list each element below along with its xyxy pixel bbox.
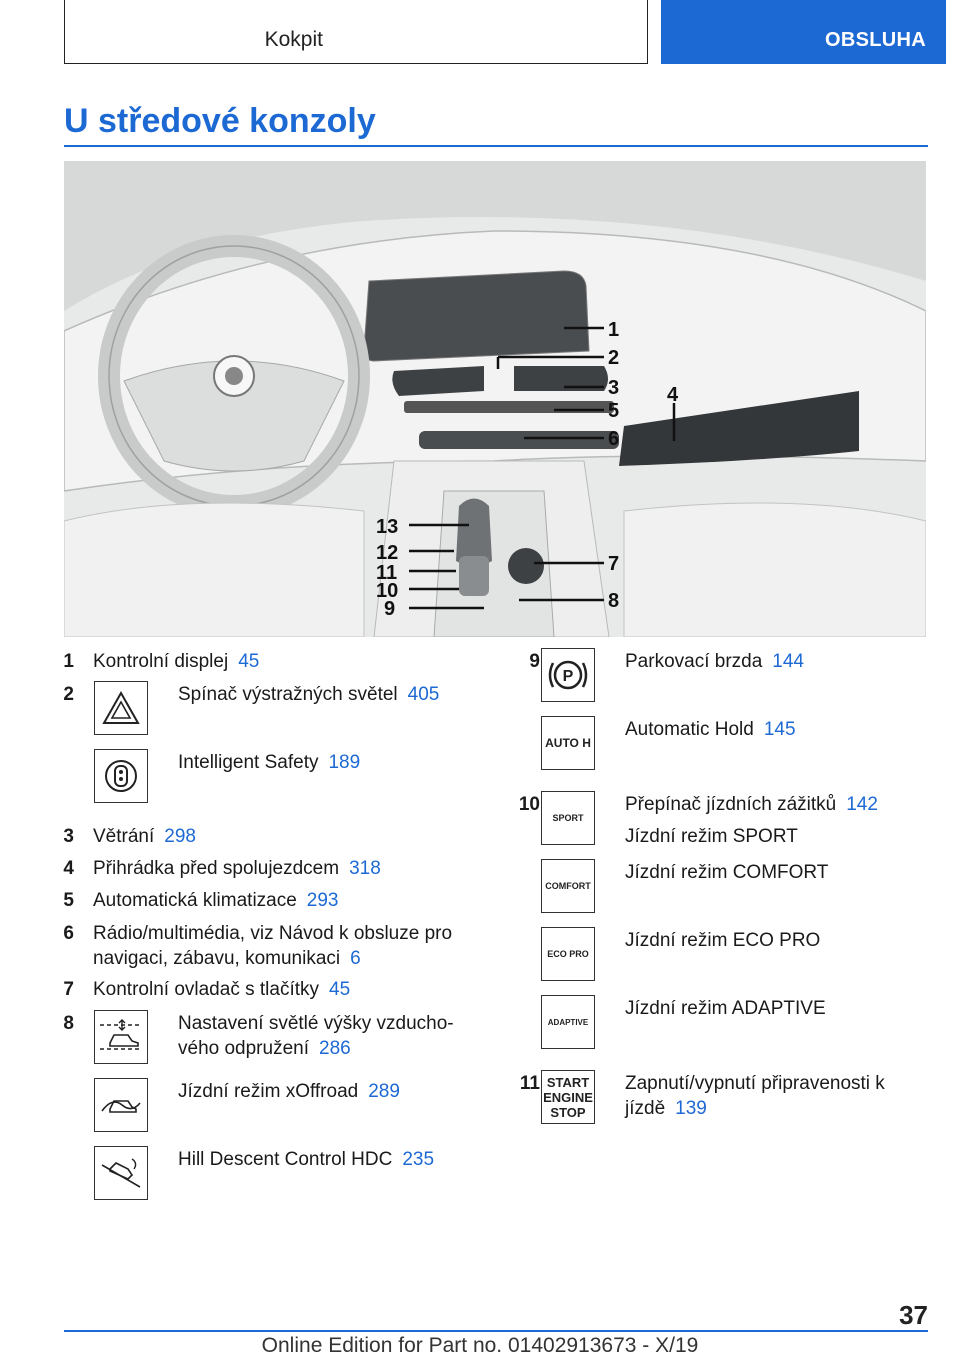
sport-mode-icon (541, 791, 595, 845)
legend-item (510, 859, 930, 919)
legend-item (510, 1070, 930, 1130)
item-text: Intelligent Safety (178, 752, 319, 773)
legend-item (64, 749, 464, 809)
footer-edition: Online Edition for Part no. 01402913673 - X/19 (261, 1334, 699, 1357)
header-chapter-label: OBSLUHA (825, 29, 926, 51)
page-ref-link[interactable]: 45 (329, 979, 351, 1000)
callout-4: 4 (667, 384, 679, 406)
title-divider (64, 145, 928, 147)
adaptive-label: ADAPTIVE (547, 1017, 589, 1027)
parking-brake-icon (541, 648, 595, 702)
item-text-line1: Zapnutí/vypnutí připravenosti k (625, 1073, 885, 1094)
item-number: 8 (63, 1013, 74, 1034)
item-text-line2: jízdě (625, 1098, 666, 1119)
page-ref-link[interactable]: 45 (238, 651, 260, 672)
item-text: Kontrolní ovladač s tlačítky (93, 979, 319, 1000)
header-section-box (64, 0, 648, 64)
item-text: Hill Descent Control HDC (178, 1149, 393, 1170)
item-text-line1: Rádio/multimédia, viz Návod k obsluze pro (93, 923, 453, 944)
hazard-triangle-icon (94, 681, 148, 735)
comfort-label: COMFORT (545, 880, 591, 891)
item-number: 5 (63, 890, 74, 911)
legend-item (510, 648, 930, 708)
cockpit-illustration (64, 161, 926, 637)
item-number: 9 (529, 651, 540, 672)
callout-10: 10 (376, 580, 399, 602)
footer-divider (64, 1330, 928, 1332)
item-text: Přepínač jízdních zážitků (625, 794, 837, 815)
legend-item (64, 976, 464, 1003)
auto-hold-label: AUTO H (545, 735, 591, 750)
legend-item (64, 920, 464, 976)
item-text: Kontrolní displej (93, 651, 229, 672)
sport-label: SPORT (552, 812, 584, 823)
item-text-line2: vého odpružení (178, 1038, 309, 1059)
legend-item (64, 681, 464, 741)
page-ref-link[interactable]: 298 (164, 826, 196, 847)
item-number: 2 (63, 684, 74, 705)
item-text-line2: navigaci, zábavu, komunikaci (93, 948, 341, 969)
callout-9: 9 (384, 598, 396, 620)
callout-2: 2 (608, 347, 620, 369)
item-number: 7 (63, 979, 74, 1000)
legend-item (64, 648, 464, 675)
callout-1: 1 (608, 319, 620, 341)
intelligent-safety-icon (94, 749, 148, 803)
stop-label: STOP (550, 1104, 586, 1120)
legend-item (510, 927, 930, 987)
item-number: 11 (519, 1073, 540, 1094)
callout-7: 7 (608, 553, 620, 575)
page-ref-link[interactable]: 405 (407, 684, 440, 705)
item-text-line1: Nastavení světlé výšky vzducho‐ (178, 1013, 454, 1034)
item-text: Přihrádka před spolujezdcem (93, 858, 340, 879)
callout-3: 3 (608, 377, 620, 399)
item-text: Jízdní režim ECO PRO (625, 930, 821, 951)
callout-12: 12 (376, 542, 399, 564)
page-ref-link[interactable]: 286 (319, 1038, 351, 1059)
xoffroad-icon (94, 1078, 148, 1132)
suspension-height-icon (94, 1010, 148, 1064)
item-text: Automatická klimatizace (93, 890, 297, 911)
legend-item (64, 1010, 464, 1070)
legend-item (64, 823, 464, 850)
eco-pro-icon (541, 927, 595, 981)
start-stop-icon (541, 1070, 595, 1124)
page-ref-link[interactable]: 139 (675, 1098, 707, 1119)
item-text: Jízdní režim COMFORT (625, 862, 829, 883)
legend-item (64, 1078, 464, 1138)
svg-text:P: P (562, 668, 574, 685)
start-label: START (546, 1074, 590, 1090)
item-number: 4 (63, 858, 74, 879)
callout-11: 11 (376, 562, 398, 584)
legend-item (64, 887, 464, 914)
item-text: Automatic Hold (625, 719, 754, 740)
item-text: Větrání (93, 826, 155, 847)
legend-item (510, 716, 930, 776)
hill-descent-icon (94, 1146, 148, 1200)
page-title: U středové konzoly (64, 102, 376, 140)
page-ref-link[interactable]: 145 (763, 719, 796, 740)
callout-8: 8 (608, 590, 620, 612)
legend-item (510, 995, 930, 1055)
eco-pro-label: ECO PRO (547, 948, 589, 959)
legend-item (64, 1146, 464, 1206)
item-subtext: Jízdní režim SPORT (625, 826, 798, 847)
legend-item (64, 855, 464, 882)
auto-hold-icon (541, 716, 595, 770)
item-number: 3 (63, 826, 74, 847)
item-text: Parkovací brzda (625, 651, 763, 672)
page-ref-link[interactable]: 293 (306, 890, 339, 911)
header-chapter-tab (661, 0, 946, 64)
item-number: 1 (63, 651, 74, 672)
page-ref-link[interactable]: 142 (846, 794, 878, 815)
legend-item (510, 791, 930, 851)
page-ref-link[interactable]: 189 (328, 752, 361, 773)
callout-6: 6 (608, 428, 620, 450)
item-text: Jízdní režim ADAPTIVE (625, 998, 826, 1019)
comfort-mode-icon (541, 859, 595, 913)
item-text: Spínač výstražných světel (178, 684, 398, 705)
page-ref-link[interactable]: 235 (402, 1149, 435, 1170)
page-ref-link[interactable]: 318 (349, 858, 381, 879)
callout-13: 13 (376, 516, 399, 538)
page-number: 37 (899, 1300, 928, 1330)
page-ref-link[interactable]: 6 (350, 948, 361, 969)
engine-label: ENGINE (543, 1089, 593, 1105)
item-number: 6 (63, 923, 74, 944)
item-number: 10 (518, 794, 540, 815)
page-ref-link[interactable]: 289 (368, 1081, 400, 1102)
item-text: Jízdní režim xOffroad (178, 1081, 359, 1102)
callout-5: 5 (608, 400, 620, 422)
adaptive-mode-icon (541, 995, 595, 1049)
page-ref-link[interactable]: 144 (772, 651, 804, 672)
header-section-label: Kokpit (264, 28, 323, 51)
